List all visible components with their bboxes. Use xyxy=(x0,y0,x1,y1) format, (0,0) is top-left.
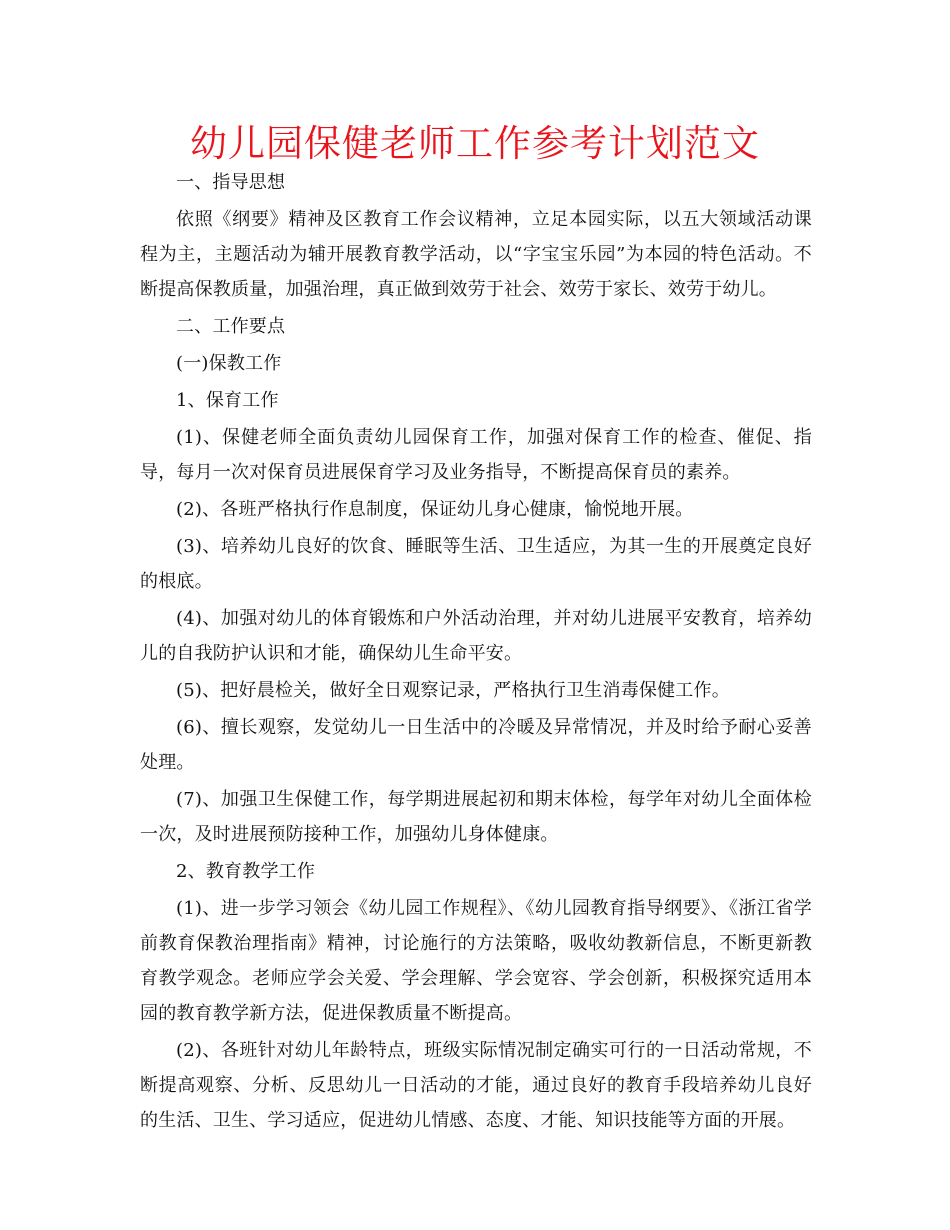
list-item: (4)、加强对幼儿的体育锻炼和户外活动治理，并对幼儿进展平安教育，培养幼儿的自我防护认识和才能，确保幼儿生命平安。 xyxy=(140,608,812,664)
list-item: (1)、进一步学习领会《幼儿园工作规程》、《幼儿园教育指导纲要》、《浙江省学前教育保教治理指南》精神，讨论施行的方法策略，吸收幼教新信息，不断更新教育教学观念。老师应学会关爱、学会理解、学会宽容、学会创新，积极探究适用本园的教育教学新方法，促进保教质量不断提高。 xyxy=(140,898,812,1024)
list-item: (1)、保健老师全面负责幼儿园保育工作，加强对保育工作的检查、催促、指导，每月一次对保育员进展保育学习及业务指导，不断提高保育员的素养。 xyxy=(140,427,812,483)
list-item: (6)、擅长观察，发觉幼儿一日生活中的冷暖及异常情况，并及时给予耐心妥善处理。 xyxy=(140,717,812,773)
section-heading-guiding-thought: 一、指导思想 xyxy=(176,172,286,193)
item-heading-nursing-work: 1、保育工作 xyxy=(176,390,279,411)
document-title: 幼儿园保健老师工作参考计划范文 xyxy=(190,122,760,165)
section-heading-work-points: 二、工作要点 xyxy=(176,316,286,337)
document-body xyxy=(140,165,812,1140)
paragraph-guiding-thought: 依照《纲要》精神及区教育工作会议精神，立足本园实际，以五大领域活动课程为主，主题活动为辅开展教育教学活动，以“字宝宝乐园”为本园的特色活动。不断提高保教质量，加强治理，真正做到效劳于社会、效劳于家长、效劳于幼儿。 xyxy=(140,209,812,300)
list-item: (5)、把好晨检关，做好全日观察记录，严格执行卫生消毒保健工作。 xyxy=(176,680,730,701)
list-item: (2)、各班针对幼儿年龄特点，班级实际情况制定确实可行的一日活动常规，不断提高观察、分析、反思幼儿一日活动的才能，通过良好的教育手段培养幼儿良好的生活、卫生、学习适应，促进幼儿情感、态度、才能、知识技能等方面的开展。 xyxy=(140,1040,812,1131)
subsection-heading-care-education: (一)保教工作 xyxy=(176,353,282,374)
item-heading-teaching-work: 2、教育教学工作 xyxy=(176,861,316,882)
list-item: (3)、培养幼儿良好的饮食、睡眠等生活、卫生适应，为其一生的开展奠定良好的根底。 xyxy=(140,536,812,592)
list-item: (7)、加强卫生保健工作，每学期进展起初和期末体检，每学年对幼儿全面体检一次，及时进展预防接种工作，加强幼儿身体健康。 xyxy=(140,789,812,845)
list-item: (2)、各班严格执行作息制度，保证幼儿身心健康，愉悦地开展。 xyxy=(176,499,694,520)
